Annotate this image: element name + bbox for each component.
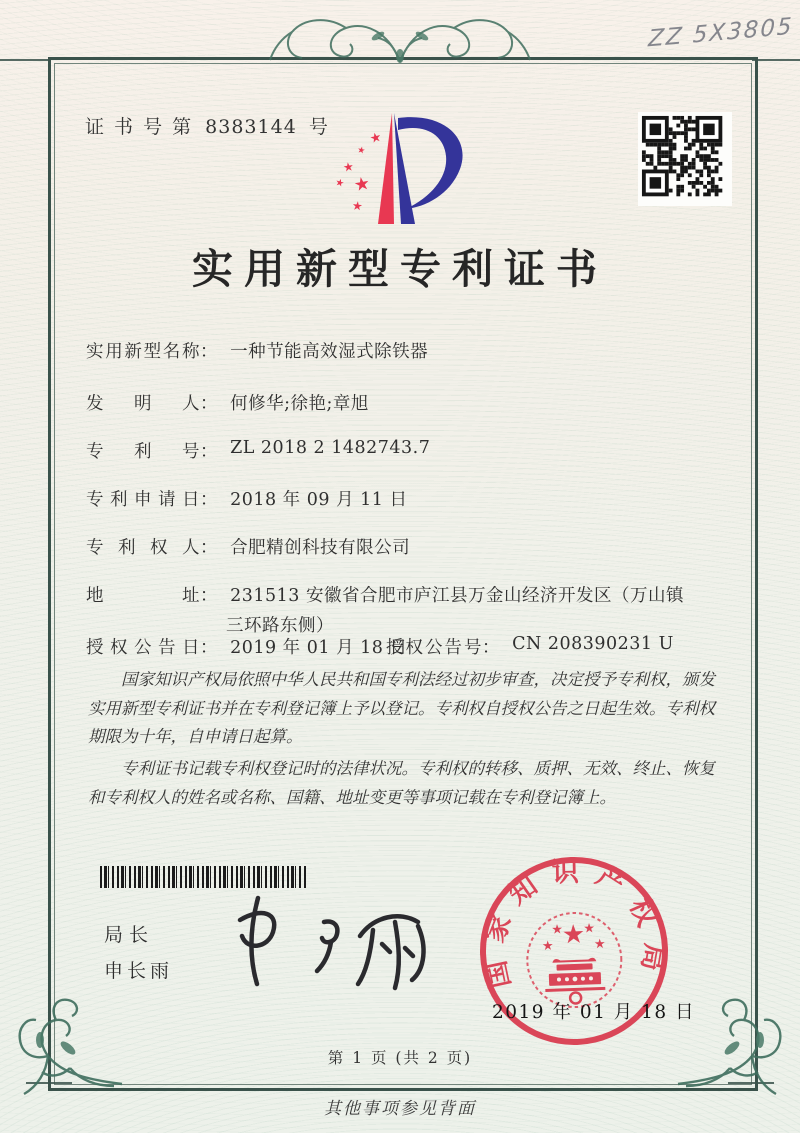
field-value: 一种节能高效湿式除铁器 bbox=[230, 342, 429, 362]
emblem-gate-tiananmen bbox=[544, 957, 605, 992]
legal-paragraph-2: 专利证书记载专利权登记时的法律状况。专利权的转移、质押、无效、终止、恢复和专利权人的姓名或名称、国籍、地址变更等事项记载在专利登记簿上。 bbox=[88, 759, 715, 807]
field-colon: ： bbox=[200, 342, 218, 362]
field-label: 实用新型名称 bbox=[86, 342, 200, 362]
seal-text: 国家知识产权局 bbox=[477, 856, 671, 991]
field-label: 专利申请日 bbox=[86, 490, 200, 510]
field-value: ZL 2018 2 1482743.7 bbox=[230, 438, 431, 458]
legal-text-block bbox=[88, 666, 722, 816]
signature-shen-changyu bbox=[212, 882, 448, 1000]
field-value: 合肥精创科技有限公司 bbox=[230, 538, 411, 558]
qr-code bbox=[638, 112, 732, 206]
certificate-title: 实用新型专利证书 bbox=[192, 245, 608, 293]
field-inventors bbox=[86, 390, 369, 415]
field-colon: ： bbox=[482, 638, 500, 658]
bottom-left-edge-line bbox=[26, 1082, 72, 1084]
field-label: 专利号 bbox=[86, 442, 200, 462]
emblem-star-icon: ★ bbox=[541, 938, 554, 955]
logo-star-icon: ★ bbox=[333, 176, 346, 191]
logo-star-icon: ★ bbox=[352, 172, 372, 197]
field-label: 发明人 bbox=[86, 394, 200, 414]
signer-title: 局长 bbox=[104, 924, 155, 946]
certificate-number-suffix: 号 bbox=[308, 116, 330, 138]
field-colon: ： bbox=[200, 442, 218, 462]
certificate-number-line bbox=[85, 112, 330, 139]
logo-star-icon: ★ bbox=[351, 198, 364, 214]
certificate-number-prefix: 证 书 号 第 bbox=[85, 116, 194, 138]
field-value: 何修华;徐艳;章旭 bbox=[230, 394, 369, 414]
field-colon: ： bbox=[200, 394, 218, 414]
logo-star-icon: ★ bbox=[342, 159, 355, 175]
seal-national-emblem bbox=[526, 911, 623, 1008]
page-number: 第 1 页 (共 2 页) bbox=[327, 1049, 473, 1067]
top-right-edge-line bbox=[752, 59, 800, 61]
field-colon: ： bbox=[200, 586, 218, 606]
field-patent-number bbox=[86, 438, 430, 463]
field-label: 授权公告号 bbox=[386, 638, 482, 658]
field-colon: ： bbox=[200, 490, 218, 510]
field-grant-row bbox=[86, 634, 726, 659]
seal-issue-date: 2019 年 01 月 18 日 bbox=[492, 1002, 696, 1023]
cnipa-logo bbox=[330, 108, 470, 228]
field-filing-date bbox=[86, 486, 407, 511]
field-value: 2019 年 01 月 18 日 bbox=[230, 638, 408, 658]
field-label: 地址 bbox=[86, 586, 200, 606]
handwritten-code: ZZ 5X3805 bbox=[647, 13, 795, 53]
field-address bbox=[86, 582, 684, 637]
emblem-star-icon: ★ bbox=[551, 922, 564, 938]
logo-star-icon: ★ bbox=[368, 129, 384, 148]
emblem-star-icon: ★ bbox=[561, 919, 586, 951]
field-colon: ： bbox=[200, 638, 218, 658]
field-label: 授权公告日 bbox=[86, 638, 200, 658]
emblem-star-icon: ★ bbox=[593, 936, 606, 953]
field-grant-number bbox=[386, 634, 674, 659]
field-label: 专利权人 bbox=[86, 538, 200, 558]
field-patentee bbox=[86, 534, 410, 559]
top-left-edge-line bbox=[0, 59, 48, 61]
legal-paragraph-1: 国家知识产权局依照中华人民共和国专利法经过初步审查，决定授予专利权，颁发实用新型专利证书并在专利登记簿上予以登记。专利权自授权公告之日起生效。专利权期限为十年，自申请日起算。 bbox=[88, 670, 715, 747]
emblem-star-icon: ★ bbox=[583, 921, 596, 937]
bottom-right-edge-line bbox=[728, 1082, 774, 1084]
field-value: CN 208390231 U bbox=[512, 634, 674, 654]
field-value-line1: 231513 安徽省合肥市庐江县万金山经济开发区（万山镇 bbox=[230, 586, 684, 606]
certificate-number: 8383144 bbox=[205, 116, 297, 138]
field-value: 2018 年 09 月 11 日 bbox=[230, 490, 408, 510]
back-side-note: 其他事项参见背面 bbox=[324, 1099, 476, 1119]
field-colon: ： bbox=[200, 538, 218, 558]
signer-name: 申长雨 bbox=[104, 960, 174, 982]
field-value-line2: 三环路东侧） bbox=[226, 616, 334, 636]
logo-star-icon: ★ bbox=[356, 145, 367, 157]
field-utility-model-name bbox=[86, 338, 428, 363]
